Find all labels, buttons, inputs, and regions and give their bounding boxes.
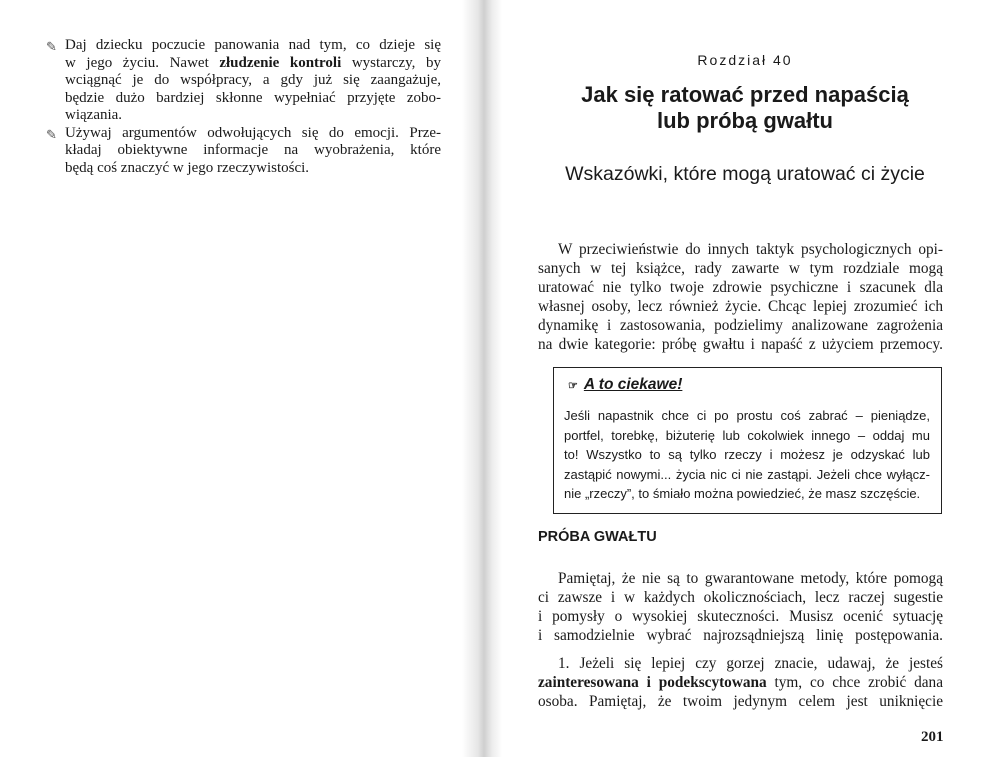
chapter-label: Rozdział 40 — [697, 52, 793, 68]
intro-line: na dwie kategorie: próbę gwałtu i napaść z użyciem przemocy. — [538, 336, 943, 353]
section-line: Pamiętaj, że nie są to gwarantowane metody, które pomogą — [558, 570, 943, 587]
section-line: i pomysły o wysokiej skuteczności. Musisz ocenić sytuację — [538, 608, 943, 625]
info-box-line: nie „rzeczy”, to śmiało można powiedzieć, że masz szczęście. — [564, 486, 921, 501]
item-line: osoba. Pamiętaj, że twoim jedynym celem jest uniknięcie — [538, 693, 943, 710]
pencil-icon: ✎ — [46, 126, 57, 142]
section-line: ci zawsze i w każdych okolicznościach, lecz raczej sugestie — [538, 589, 943, 606]
intro-line: W przeciwieństwie do innych taktyk psychologicznych opi- — [558, 241, 943, 258]
info-box-heading — [568, 376, 682, 394]
bullet-text-line: wciągnąć je do współpracy, a gdy już się zaangażuje, — [65, 72, 441, 88]
chapter-subtitle: Wskazówki, które mogą uratować ci życie — [565, 163, 925, 185]
bullet-text-line: wiązania. — [65, 107, 123, 123]
title-line: lub próbą gwałtu — [657, 108, 833, 133]
bullet-text-line: kładaj obiektywne informacje na wyobrażenia, które — [65, 142, 441, 158]
page-number: 201 — [921, 729, 944, 745]
info-box-line: to! Wszystko to są tylko rzeczy i możesz je odzyskać lub — [564, 447, 930, 462]
title-line: Jak się ratować przed napaścią — [581, 82, 909, 107]
intro-line: uratować nie tylko twoje zdrowie psychiczne i szacunek dla — [538, 279, 943, 296]
info-box-line: portfel, torebkę, biżuterię lub cokolwiek innego – oddaj mu — [564, 427, 930, 443]
info-box-heading-text: A to ciekawe! — [583, 376, 683, 393]
bullet-text-line: Używaj argumentów odwołujących się do emocji. Prze- — [65, 124, 441, 141]
info-box-line: zastąpić nowymi... życia nic ci nie zastąpi. Jeżeli chce wyłącz- — [564, 466, 930, 482]
bullet-text-line: Daj dziecku poczucie panowania nad tym, co dzieje się — [65, 37, 441, 53]
info-box — [553, 367, 942, 514]
book-spine — [462, 0, 502, 757]
intro-line: własnej osoby, lecz również życie. Chcąc lepiej zrozumieć ich — [538, 298, 943, 315]
pencil-icon: ✎ — [46, 39, 57, 54]
chapter-title — [545, 82, 945, 134]
bullet-text-line: będzie dużo bardziej skłonne wypełniać przyjęte zobo- — [65, 89, 441, 106]
section-line: i samodzielnie wybrać najrozsądniejszą linię postępowania. — [538, 627, 943, 644]
intro-line: dynamikę i zastosowania, podzielimy analizowane zagrożenia — [538, 317, 943, 334]
pointing-hand-icon: ☞ — [568, 380, 578, 392]
item-line: 1. Jeżeli się lepiej czy gorzej znacie, udawaj, że jesteś — [558, 655, 943, 672]
intro-line: sanych w tej książce, rady zawarte w tym rozdziale mogą — [538, 260, 943, 277]
item-line: zainteresowana i podekscytowana tym, co chce zrobić dana — [538, 674, 943, 691]
info-box-line: Jeśli napastnik chce ci po prostu coś zabrać – pieniądze, — [564, 408, 930, 423]
bullet-text-line: będą coś znaczyć w jego rzeczywistości. — [65, 159, 310, 176]
bullet-text-line: w jego życiu. Nawet złudzenie kontroli wystarczy, by — [65, 54, 441, 71]
section-heading: PRÓBA GWAŁTU — [538, 529, 657, 545]
